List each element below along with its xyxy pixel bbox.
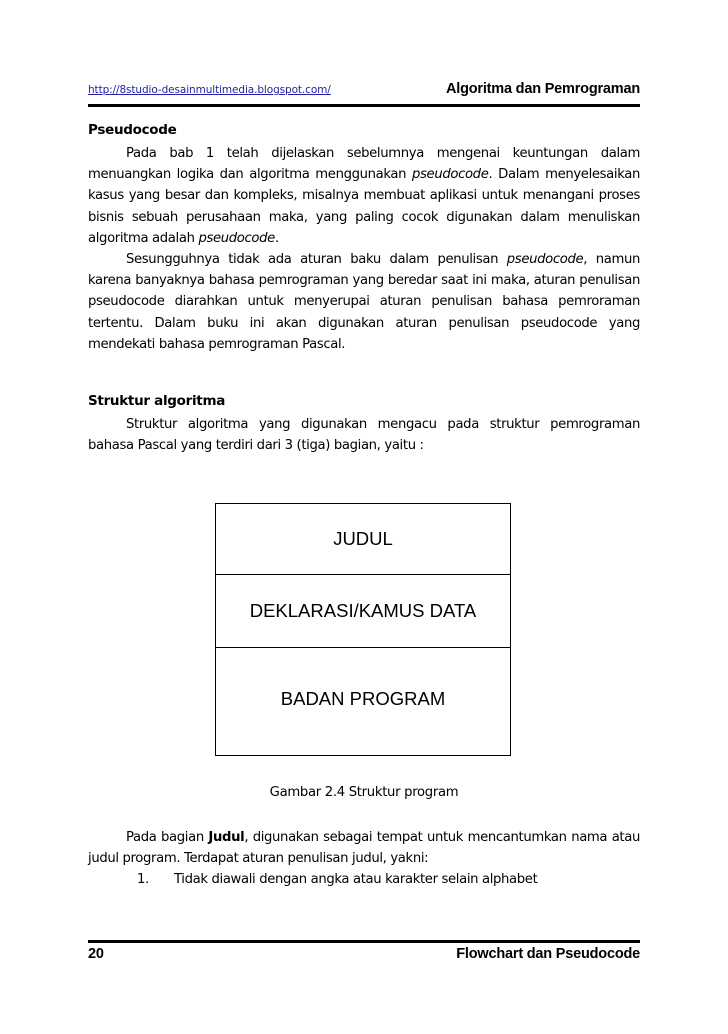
par2-italic-a: pseudocode: [506, 252, 584, 268]
document-body: [88, 122, 640, 456]
judul-rules-list: [88, 869, 640, 890]
post-text-b: , digunakan sebagai tempat untuk mencantumkan nama atau judul program. Terdapat aturan penulisan judul, yakni:: [88, 830, 640, 867]
list-item: [88, 869, 640, 890]
par2-text-a: Sesungguhnya tidak ada aturan baku dalam penulisan: [126, 252, 507, 268]
figure-struktur-program: [215, 503, 511, 756]
paragraph-pseudocode-2: [88, 249, 640, 355]
post-bold-judul: Judul: [208, 830, 245, 845]
post-figure-content: [88, 827, 640, 891]
list-item-label: Tidak diawali dengan angka atau karakter selain alphabet: [174, 872, 538, 888]
figure-caption: Gambar 2.4 Struktur program: [269, 785, 459, 800]
heading-pseudocode: Pseudocode: [88, 122, 177, 138]
par1-italic-a: pseudocode: [412, 167, 489, 183]
header-divider: [88, 104, 640, 107]
diagram-row-deklarasi: DEKLARASI/KAMUS DATA: [216, 575, 510, 648]
section-spacer: [88, 355, 640, 393]
header-title: Algoritma dan Pemrograman: [445, 81, 640, 97]
paragraph-judul-description: [88, 827, 640, 869]
list-item-marker: 1.: [137, 872, 149, 888]
par1-text-c: .: [274, 230, 279, 246]
diagram-row-judul: JUDUL: [216, 504, 510, 575]
diagram-row-badan-program: BADAN PROGRAM: [280, 688, 446, 709]
post-text-a: Pada bagian: [126, 830, 209, 845]
paragraph-pseudocode-1: [88, 143, 640, 249]
header-url-link[interactable]: http://8studio-desainmultimedia.blogspot.com/: [88, 84, 331, 96]
par1-italic-b: pseudocode: [198, 230, 275, 246]
par1-text-b: . Dalam menyelesaikan kasus yang besar dan kompleks, misalnya membuat aplikasi untuk menangani proses bisnis sebuah perusahaan maka, yang paling cocok digunakan dalam menuliskan algoritma adalah: [88, 167, 641, 246]
heading-struktur-algoritma: Struktur algoritma: [88, 393, 226, 410]
paragraph-struktur-algoritma: Struktur algoritma yang digunakan mengacu pada struktur pemrograman bahasa Pascal yang terdiri dari 3 (tiga) bagian, yaitu :: [88, 417, 640, 454]
footer-page-number: 20: [88, 946, 104, 962]
par1-text-a: Pada bab 1 telah dijelaskan sebelumnya mengenai keuntungan dalam menuangkan logika dan algoritma menggunakan: [88, 146, 640, 183]
par2-text-b: , namun karena banyaknya bahasa pemrograman yang beredar saat ini maka, aturan penulisan pseudocode diarahkan untuk menyerupai aturan penulisan bahasa pemroraman tertentu. Dalam buku ini akan digunakan aturan penulisan pseudocode yang mendekati bahasa pemrograman Pascal.: [88, 252, 640, 352]
footer-divider: [88, 940, 640, 943]
program-structure-diagram: [215, 503, 511, 756]
page-footer: [88, 946, 640, 968]
footer-title: Flowchart dan Pseudocode: [456, 946, 640, 962]
